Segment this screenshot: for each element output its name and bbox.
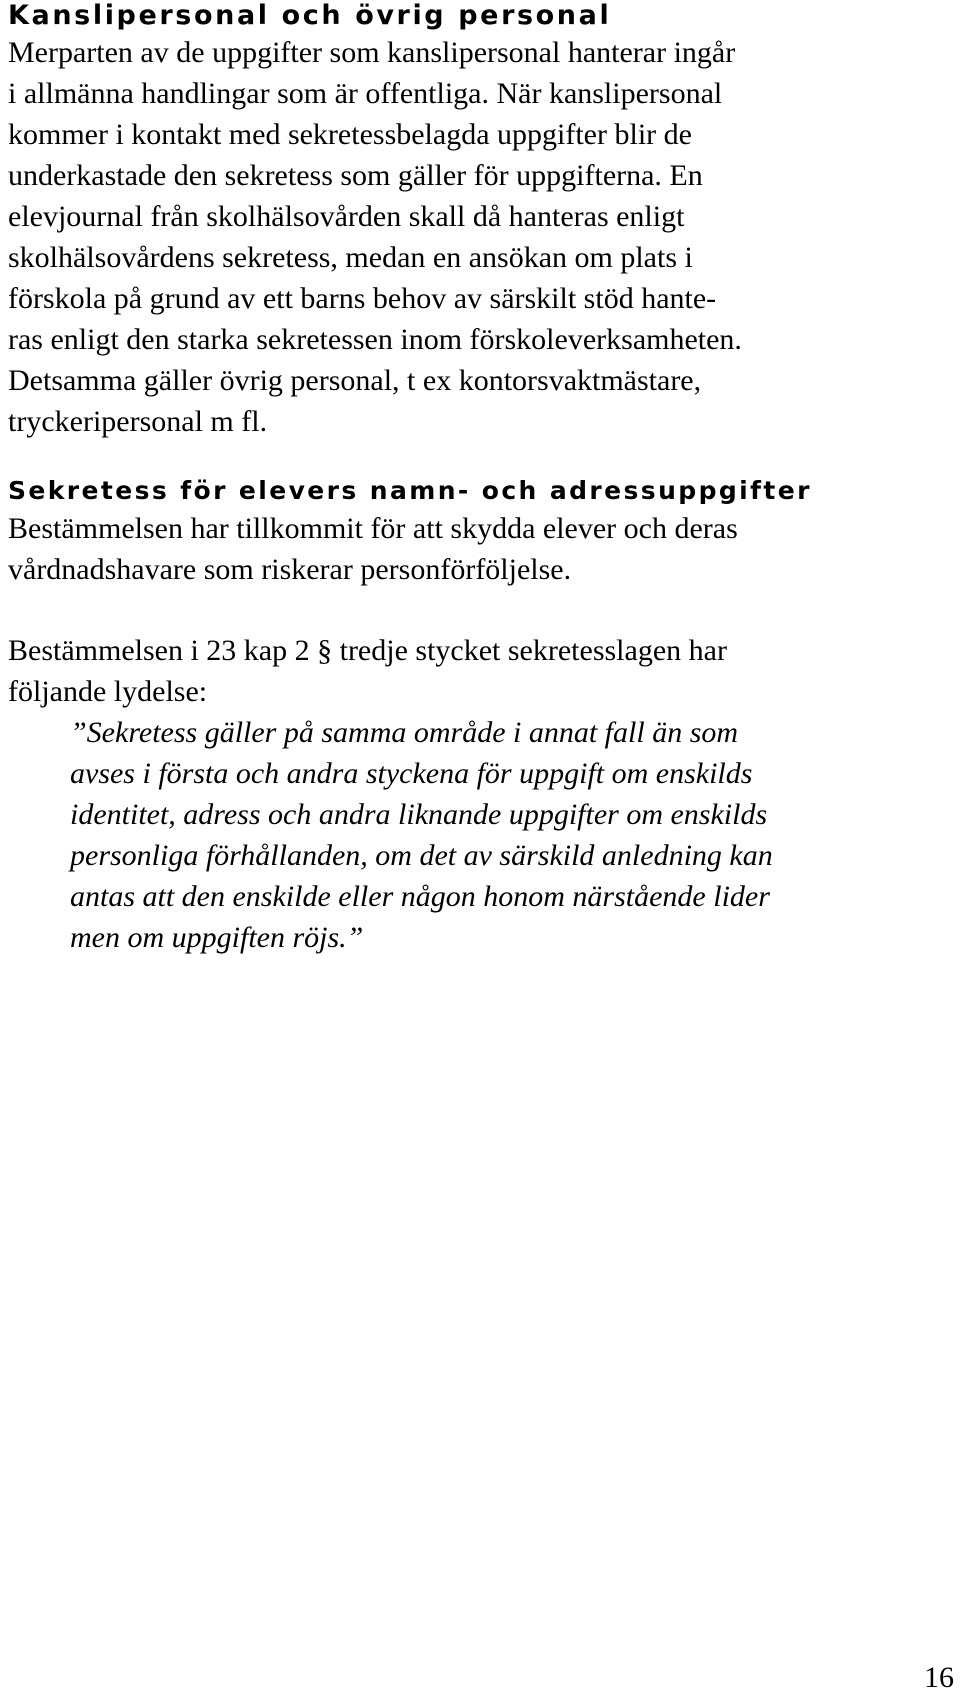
text-line: i allmänna handlingar som är offentliga. När kanslipersonal <box>8 77 723 110</box>
paragraph-staff <box>8 32 956 442</box>
quote-line: personliga förhållanden, om det av särskild anledning kan <box>70 839 773 872</box>
quote-line: avses i första och andra styckena för uppgift om enskilds <box>70 757 753 790</box>
quote-line: ”Sekretess gäller på samma område i annat fall än som <box>70 716 739 749</box>
text-line: Bestämmelsen har tillkommit för att skydda elever och deras <box>8 512 738 545</box>
text-line: Detsamma gäller övrig personal, t ex kontorsvaktmästare, <box>8 364 702 397</box>
text-line: Merparten av de uppgifter som kanslipersonal hanterar ingår <box>8 36 736 69</box>
text-line: skolhälsovårdens sekretess, medan en ansökan om plats i <box>8 241 693 274</box>
text-line: elevjournal från skolhälsovården skall då hanteras enligt <box>8 200 685 233</box>
text-line: vårdnadshavare som riskerar personförföljelse. <box>8 553 572 586</box>
quote-line: men om uppgiften röjs.” <box>70 921 364 954</box>
quote-line: identitet, adress och andra liknande uppgifter om enskilds <box>70 798 768 831</box>
text-line: tryckeripersonal m fl. <box>8 405 268 438</box>
section-heading-confidentiality: Sekretess för elevers namn- och adressuppgifter <box>8 476 812 505</box>
page-number: 16 <box>924 1661 954 1694</box>
section-heading-staff: Kanslipersonal och övrig personal <box>8 0 612 31</box>
text-line: förskola på grund av ett barns behov av särskilt stöd hante- <box>8 282 717 315</box>
text-line: ras enligt den starka sekretessen inom förskoleverksamheten. <box>8 323 742 356</box>
text-line: Bestämmelsen i 23 kap 2 § tredje stycket sekretesslagen har <box>8 634 727 667</box>
text-line: följande lydelse: <box>8 675 208 708</box>
paragraph-provision <box>8 630 956 712</box>
text-line: kommer i kontakt med sekretessbelagda uppgifter blir de <box>8 118 692 151</box>
document-page <box>8 0 956 958</box>
paragraph-intro <box>8 508 956 590</box>
text-line: underkastade den sekretess som gäller för uppgifterna. En <box>8 159 703 192</box>
quote-line: antas att den enskilde eller någon honom närstående lider <box>70 880 770 913</box>
law-quote <box>8 712 956 958</box>
